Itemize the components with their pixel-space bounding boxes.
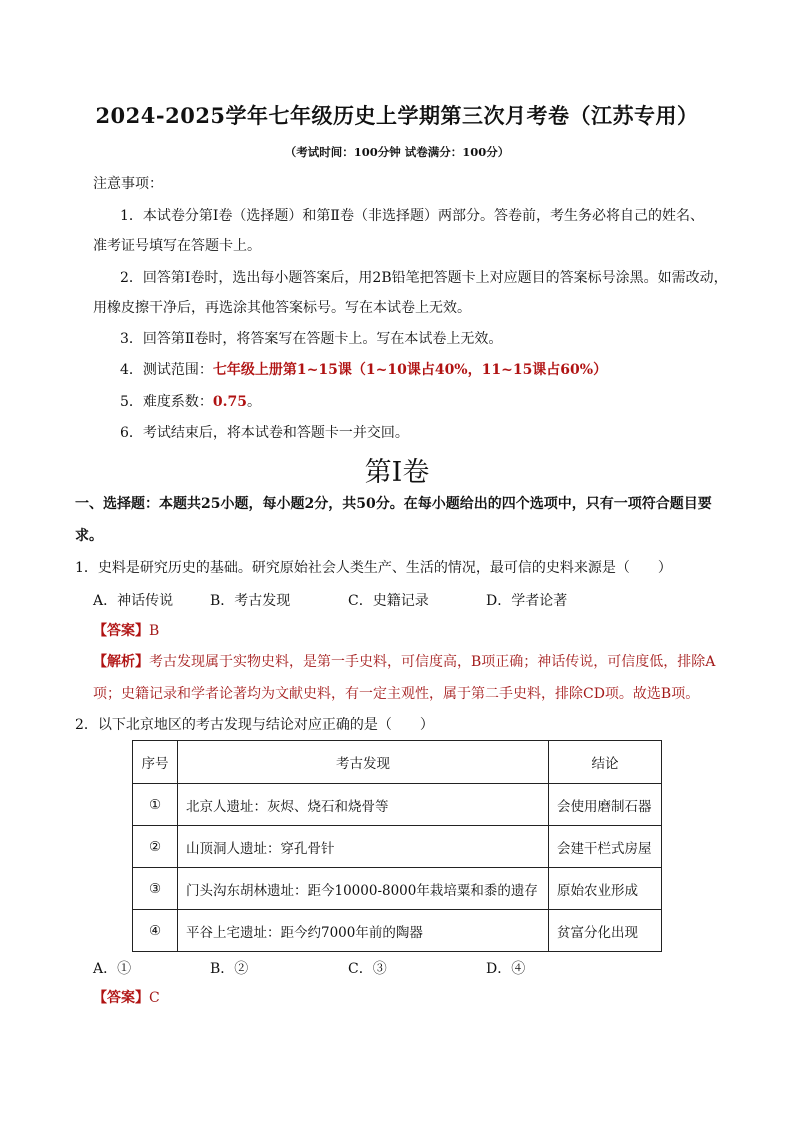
table-row bbox=[133, 868, 662, 910]
row-conclusion: 原始农业形成 bbox=[549, 868, 662, 910]
q2-table bbox=[132, 740, 662, 952]
table-header-row bbox=[133, 741, 662, 784]
q1-option-a[interactable]: A．神话传说 bbox=[93, 593, 174, 609]
answer-value: C bbox=[149, 990, 160, 1006]
q1-stem: 1．史料是研究历史的基础。研究原始社会人类生产、生活的情况，最可信的史料来源是（ ） bbox=[75, 560, 672, 576]
q2-option-b[interactable]: B．② bbox=[210, 961, 249, 977]
answer-label: 【答案】 bbox=[93, 990, 149, 1006]
note-3: 3．回答第Ⅱ卷时，将答案写在答题卡上。写在本试卷上无效。 bbox=[120, 331, 503, 347]
col-header-finding: 考古发现 bbox=[178, 741, 549, 784]
test-scope: 七年级上册第1~15课（1~10课占40%，11~15课占60%） bbox=[212, 362, 608, 378]
row-number: ① bbox=[133, 784, 178, 826]
page-title: 2024-2025学年七年级历史上学期第三次月考卷（江苏专用） bbox=[95, 103, 699, 128]
section-intro-line-2: 求。 bbox=[75, 528, 103, 544]
row-number: ③ bbox=[133, 868, 178, 910]
section-intro-line-1: 一、选择题：本题共25小题，每小题2分，共50分。在每小题给出的四个选项中，只有一项符合题目要 bbox=[75, 496, 712, 512]
note-5-suffix: 。 bbox=[247, 394, 262, 410]
row-conclusion: 会建干栏式房屋 bbox=[549, 826, 662, 868]
note-2-line-1: 2．回答第Ⅰ卷时，选出每小题答案后，用2B铅笔把答题卡上对应题目的答案标号涂黑。如需改动， bbox=[120, 270, 728, 286]
note-5-prefix: 5．难度系数： bbox=[120, 394, 213, 410]
analysis-label: 【解析】 bbox=[93, 654, 149, 670]
q2-option-a[interactable]: A．① bbox=[93, 961, 132, 977]
note-6: 6．考试结束后，将本试卷和答题卡一并交回。 bbox=[120, 425, 409, 441]
q1-answer bbox=[93, 621, 159, 641]
row-finding: 门头沟东胡林遗址：距今10000-8000年栽培粟和黍的遗存 bbox=[178, 868, 549, 910]
q2-option-d[interactable]: D．④ bbox=[486, 961, 526, 977]
answer-label: 【答案】 bbox=[93, 623, 149, 639]
answer-value: B bbox=[149, 623, 160, 639]
row-finding: 山顶洞人遗址：穿孔骨针 bbox=[178, 826, 549, 868]
row-number: ② bbox=[133, 826, 178, 868]
note-1-line-2: 准考证号填写在答题卡上。 bbox=[93, 238, 261, 254]
row-conclusion: 贫富分化出现 bbox=[549, 910, 662, 952]
q1-analysis-line-2: 项；史籍记录和学者论著均为文献史料，有一定主观性，属于第二手史料，排除CD项。故选B项。 bbox=[93, 686, 700, 702]
q2-answer bbox=[93, 988, 160, 1008]
table-row bbox=[133, 784, 662, 826]
note-5 bbox=[120, 392, 261, 412]
row-finding: 北京人遗址：灰烬、烧石和烧骨等 bbox=[178, 784, 549, 826]
q1-option-c[interactable]: C．史籍记录 bbox=[348, 593, 429, 609]
q2-stem: 2．以下北京地区的考古发现与结论对应正确的是（ ） bbox=[75, 717, 434, 733]
difficulty-value: 0.75 bbox=[212, 394, 248, 410]
section-heading: 第Ⅰ卷 bbox=[364, 457, 430, 488]
analysis-text: 考古发现属于实物史料，是第一手史料，可信度高，B项正确；神话传说，可信度低，排除A bbox=[149, 654, 716, 670]
note-2-line-2: 用橡皮擦干净后，再选涂其他答案标号。写在本试卷上无效。 bbox=[93, 300, 471, 316]
q1-option-b[interactable]: B．考古发现 bbox=[210, 593, 291, 609]
table-row bbox=[133, 826, 662, 868]
row-conclusion: 会使用磨制石器 bbox=[549, 784, 662, 826]
row-finding: 平谷上宅遗址：距今约7000年前的陶器 bbox=[178, 910, 549, 952]
col-header-number: 序号 bbox=[133, 741, 178, 784]
q1-option-d[interactable]: D．学者论著 bbox=[486, 593, 568, 609]
note-4-prefix: 4．测试范围： bbox=[120, 362, 213, 378]
note-1-line-1: 1．本试卷分第Ⅰ卷（选择题）和第Ⅱ卷（非选择题）两部分。答卷前，考生务必将自己的姓名、 bbox=[120, 208, 704, 224]
q1-analysis-line-1 bbox=[93, 652, 715, 672]
notes-heading: 注意事项： bbox=[93, 176, 163, 192]
note-4 bbox=[120, 360, 607, 380]
table-row bbox=[133, 910, 662, 952]
exam-info: （考试时间：100分钟 试卷满分：100分） bbox=[284, 145, 510, 159]
q2-option-c[interactable]: C．③ bbox=[348, 961, 387, 977]
row-number: ④ bbox=[133, 910, 178, 952]
col-header-conclusion: 结论 bbox=[549, 741, 662, 784]
